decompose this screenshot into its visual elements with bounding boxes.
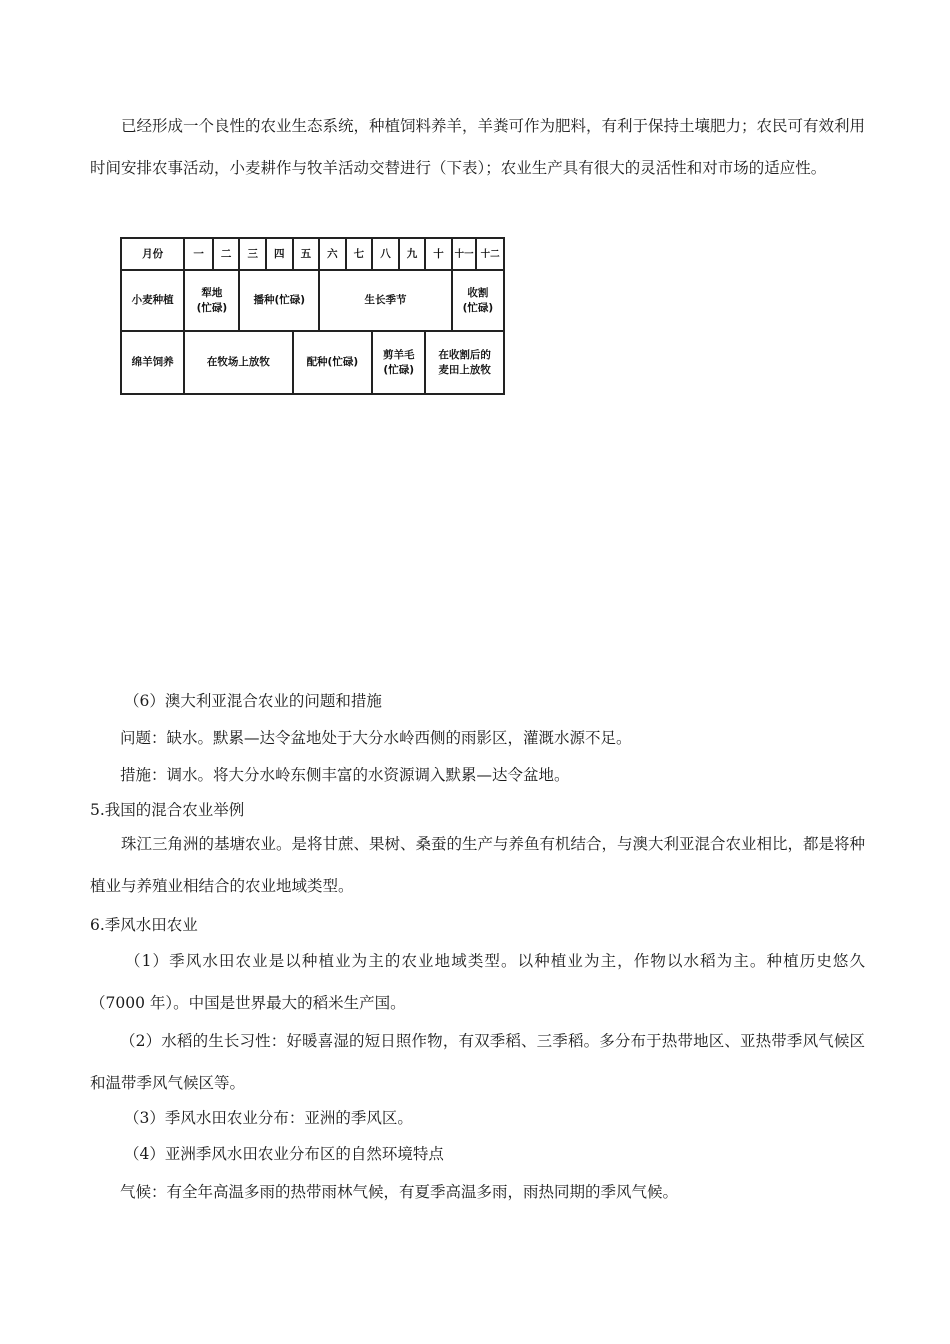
measure-text: 措施：调水。将大分水岭东侧丰富的水资源调入默累—达令盆地。: [120, 766, 570, 784]
item-3: （3）季风水田农业分布：亚洲的季风区。: [124, 1109, 413, 1127]
sheep-field-text-2: 麦田上放牧: [438, 363, 491, 376]
sheep-field-graze-cell: [425, 331, 504, 394]
wheat-grow-cell: 生长季节: [319, 270, 452, 331]
wheat-sow-cell: 播种(忙碌): [239, 270, 319, 331]
farming-calendar-table: [120, 237, 505, 395]
wheat-harvest-text: 收割: [467, 286, 489, 299]
item-4: （4）亚洲季风水田农业分布区的自然环境特点: [124, 1145, 444, 1163]
sheep-graze-cell: 在牧场上放牧: [184, 331, 292, 394]
sheep-shear-busy: (忙碌): [383, 363, 415, 376]
sheep-shear-cell: [372, 331, 425, 394]
heading-5: 5.我国的混合农业举例: [90, 801, 245, 819]
header-jun: 六: [319, 238, 346, 270]
header-dec: 十二: [476, 238, 504, 270]
sheep-breed-cell: 配种(忙碌): [293, 331, 373, 394]
sheep-field-text-1: 在收割后的: [438, 348, 491, 361]
section6-title: （6）澳大利亚混合农业的问题和措施: [124, 692, 382, 710]
header-jan: 一: [184, 238, 213, 270]
problem-text: 问题：缺水。默累—达令盆地处于大分水岭西侧的雨影区，灌溉水源不足。: [120, 729, 632, 747]
wheat-row-label: 小麦种植: [121, 270, 184, 331]
item-2: （2）水稻的生长习性：好暖喜湿的短日照作物，有双季稻、三季稻。多分布于热带地区、亚热带季风气候区和温带季风气候区等。: [90, 1032, 865, 1092]
header-sep: 九: [399, 238, 426, 270]
climate-text: 气候：有全年高温多雨的热带雨林气候，有夏季高温多雨，雨热同期的季风气候。: [120, 1183, 679, 1201]
wheat-harvest-cell: [452, 270, 504, 331]
sheep-row-label: 绵羊饲养: [121, 331, 184, 394]
header-feb: 二: [213, 238, 240, 270]
wheat-harvest-busy: (忙碌): [462, 301, 494, 314]
intro-paragraph: 已经形成一个良性的农业生态系统，种植饲料养羊，羊粪可作为肥料，有利于保持土壤肥力；农民可有效利用时间安排农事活动，小麦耕作与牧羊活动交替进行（下表）；农业生产具有很大的灵活性和对市场的适应性。: [90, 117, 866, 177]
header-jul: 七: [346, 238, 373, 270]
header-may: 五: [293, 238, 320, 270]
header-month: 月份: [121, 238, 184, 270]
wheat-plow-text: 犁地: [201, 286, 223, 299]
paragraph-5: 珠江三角洲的基塘农业。是将甘蔗、果树、桑蚕的生产与养鱼有机结合，与澳大利亚混合农业相比，都是将种植业与养殖业相结合的农业地域类型。: [90, 835, 866, 895]
heading-6: 6.季风水田农业: [90, 916, 198, 934]
wheat-plow-busy: (忙碌): [196, 301, 228, 314]
header-oct: 十: [425, 238, 452, 270]
sheep-shear-text: 剪羊毛: [382, 348, 415, 361]
header-nov: 十一: [452, 238, 477, 270]
header-mar: 三: [239, 238, 266, 270]
header-aug: 八: [372, 238, 399, 270]
header-apr: 四: [266, 238, 293, 270]
wheat-plow-cell: [184, 270, 239, 331]
item-1: （1）季风水田农业是以种植业为主的农业地域类型。以种植业为主，作物以水稻为主。种植历史悠久（7000 年）。中国是世界最大的稻米生产国。: [90, 952, 865, 1012]
